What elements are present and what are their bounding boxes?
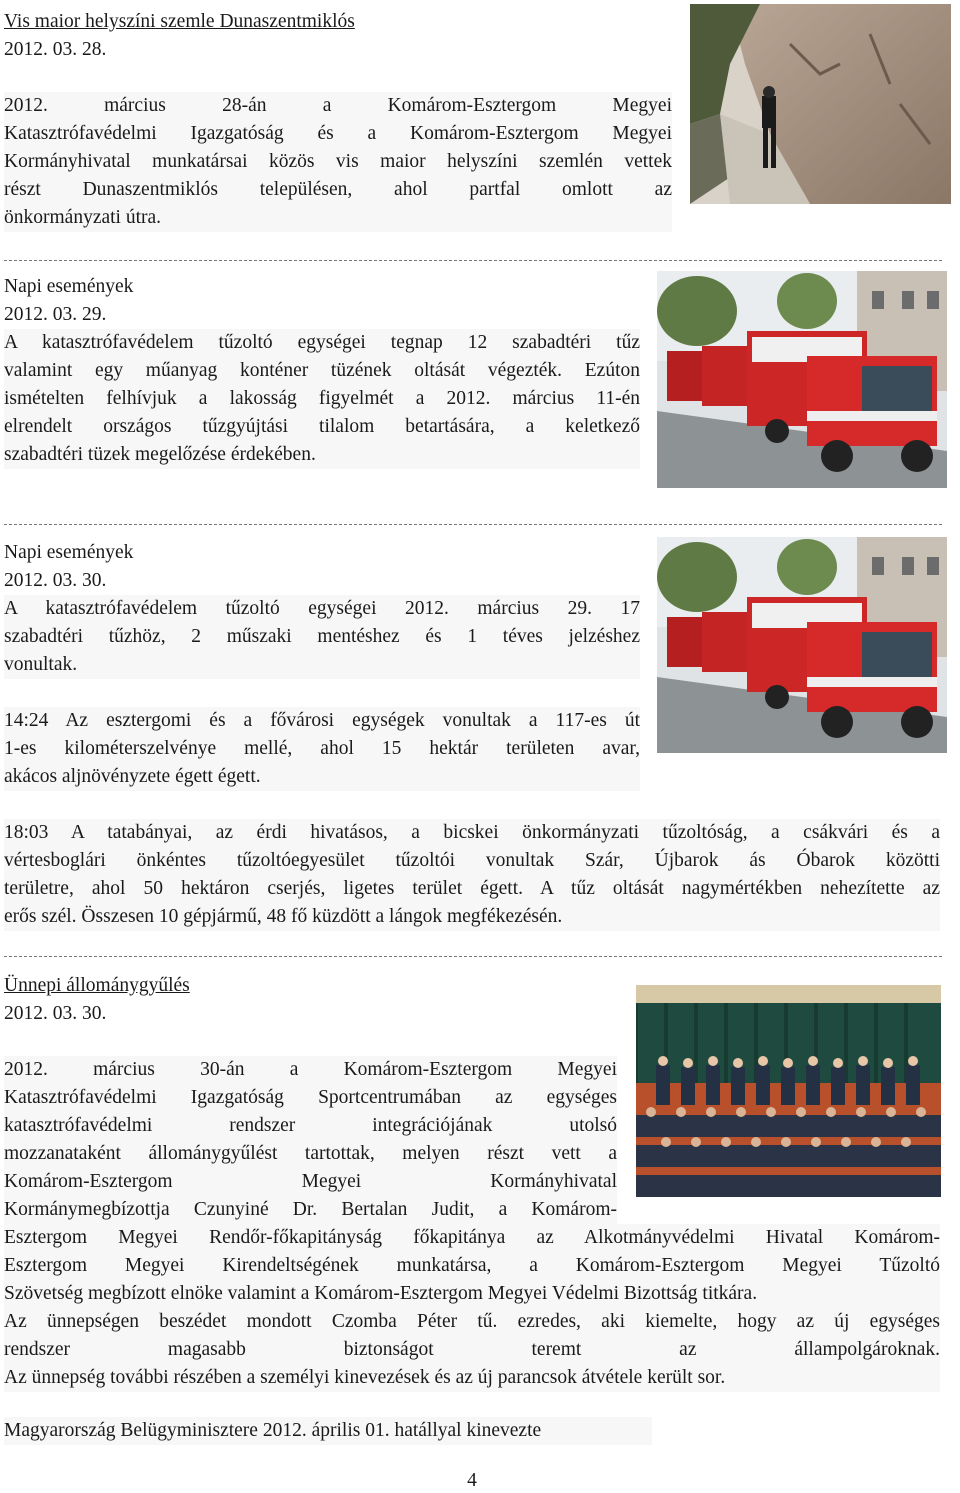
text-line: A katasztrófavédelem tűzoltó egységei tegnap 12 szabadtéri tűz xyxy=(4,332,640,353)
section-date: 2012. 03. 29. xyxy=(4,304,107,325)
text-line: mozzanataként állománygyűlést tartottak, melyen részt vett a xyxy=(4,1143,617,1164)
text-line: 1-es kilométerszelvénye mellé, ahol 15 hektár területen avar, xyxy=(4,738,640,759)
section-divider xyxy=(4,956,942,957)
text-line: Esztergom Megyei Kirendeltségének munkatársa, a Komárom-Esztergom Megyei Tűzoltó xyxy=(4,1255,940,1276)
section-title: Napi események xyxy=(4,542,134,563)
section-body xyxy=(4,1224,940,1392)
text-line: Szövetség megbízott elnöke valamint a Komárom-Esztergom Megyei Védelmi Bizottság titkára. xyxy=(4,1283,758,1304)
text-line: akácos aljnövényzete égett égett. xyxy=(4,766,261,787)
text-line: szabadtéri tűzhöz, 2 műszaki mentéshez és 1 téves jelzéshez xyxy=(4,626,640,647)
text-line: 14:24 Az esztergomi és a fővárosi egységek vonultak a 117-es út xyxy=(4,710,640,731)
section-date: 2012. 03. 30. xyxy=(4,570,107,591)
section-body xyxy=(4,1056,617,1224)
text-line: Esztergom Megyei Rendőr-főkapitányság főkapitánya az Alkotmányvédelmi Hivatal Komárom- xyxy=(4,1227,940,1248)
section-date: 2012. 03. 30. xyxy=(4,1003,107,1024)
fire-trucks-photo xyxy=(657,537,947,753)
text-line: Katasztrófavédelmi Igazgatóság és a Komárom-Esztergom Megyei xyxy=(4,123,672,144)
text-line: önkormányzati útra. xyxy=(4,207,162,228)
landslide-photo xyxy=(690,4,951,204)
text-line: Katasztrófavédelmi Igazgatóság Sportcentrumában az egységes xyxy=(4,1087,617,1108)
text-line: részt Dunaszentmiklós településen, ahol partfal omlott az xyxy=(4,179,672,200)
text-line: valamint egy műanyag konténer tüzének oltását végezték. Ezúton xyxy=(4,360,640,381)
page-number: 4 xyxy=(467,1470,477,1491)
text-line: Az ünnepségen beszédet mondott Czomba Péter tű. ezredes, aki kiemelte, hogy az új egységes xyxy=(4,1311,940,1332)
text-line: Az ünnepség további részében a személyi kinevezések és az új parancsok átvétele került sor. xyxy=(4,1367,726,1388)
section-title[interactable]: Vis maior helyszíni szemle Dunaszentmiklós xyxy=(4,11,355,32)
section-divider xyxy=(4,260,942,261)
section-body xyxy=(4,707,640,791)
section-divider xyxy=(4,524,942,525)
text-line: erős szél. Összesen 10 gépjármű, 48 fő küzdött a lángok megfékezésén. xyxy=(4,906,563,927)
text-line: katasztrófavédelmi rendszer integrációjának utolsó xyxy=(4,1115,617,1136)
text-line: szabadtéri tüzek megelőzése érdekében. xyxy=(4,444,316,465)
text-line: Kormányhivatal munkatársai közös vis maior helyszíni szemlén vettek xyxy=(4,151,672,172)
text-line: Komárom-Esztergom Megyei Kormányhivatal xyxy=(4,1171,617,1192)
text-line: 2012. március 30-án a Komárom-Esztergom Megyei xyxy=(4,1059,617,1080)
section-title: Napi események xyxy=(4,276,134,297)
text-line: elrendelt országos tűzgyújtási tilalom betartására, a keletkező xyxy=(4,416,640,437)
text-line: 2012. március 28-án a Komárom-Esztergom Megyei xyxy=(4,95,672,116)
section-body xyxy=(4,595,640,679)
text-line: Kormánymegbízottja Czunyiné Dr. Bertalan Judit, a Komárom- xyxy=(4,1199,617,1220)
text-line: rendszer magasabb biztonságot teremt az állampolgároknak. xyxy=(4,1339,940,1360)
text-line: vonultak. xyxy=(4,654,78,675)
text-line: 18:03 A tatabányai, az érdi hivatásos, a bicskei önkormányzati tűzoltóság, a csákvári és a xyxy=(4,822,940,843)
text-line: területre, ahol 50 hektáron cserjés, ligetes terület égett. A tűz oltását nagymértékben nehezítette az xyxy=(4,878,940,899)
assembly-hall-photo xyxy=(636,985,941,1197)
section-body xyxy=(4,92,672,232)
section-body xyxy=(4,819,940,931)
text-line: vértesboglári önkéntes tűzoltóegyesület tűzoltói vonultak Szár, Újbarok ás Óbarok közötti xyxy=(4,850,940,871)
text-line: A katasztrófavédelem tűzoltó egységei 2012. március 29. 17 xyxy=(4,598,640,619)
text-line: ismételten felhívjuk a lakosság figyelmét a 2012. március 11-én xyxy=(4,388,640,409)
fire-trucks-photo xyxy=(657,271,947,488)
section-body xyxy=(4,329,640,469)
section-date: 2012. 03. 28. xyxy=(4,39,107,60)
text-line: Magyarország Belügyminisztere 2012. április 01. hatállyal kinevezte xyxy=(4,1417,652,1445)
section-title[interactable]: Ünnepi állománygyűlés xyxy=(4,975,190,996)
